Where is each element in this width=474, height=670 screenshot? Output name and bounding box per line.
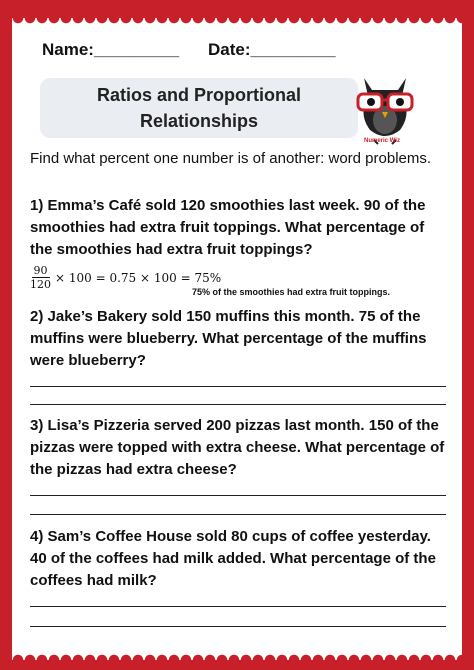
question-4 [30, 526, 448, 592]
answer-line[interactable] [30, 514, 446, 515]
instructions: Find what percent one number is of another: word problems. [30, 150, 432, 167]
title-box [40, 78, 358, 138]
date-field: Date:_________ [208, 40, 336, 59]
answer-line[interactable] [30, 404, 446, 405]
denominator: 120 [30, 278, 51, 291]
question-number: 3) [30, 417, 44, 434]
question-text: Sam’s Coffee House sold 80 cups of coffee yesterday. 40 of the coffees had milk added. What percentage of the coffees had milk? [30, 528, 436, 589]
title-line-1: Ratios and Proportional [96, 85, 301, 105]
question-number: 2) [30, 308, 44, 325]
answer-line[interactable] [30, 626, 446, 627]
question-text: Emma’s Café sold 120 smoothies last week. 90 of the smoothies had extra fruit toppings. What percentage of the smoothies had extra fruit toppings? [30, 197, 426, 258]
scalloped-border-top [12, 18, 462, 28]
question-1 [30, 195, 448, 261]
question-text: Lisa’s Pizzeria served 200 pizzas last month. 150 of the pizzas were topped with extra cheese. What percentage of the pizzas had extra cheese? [30, 417, 445, 478]
question-number: 1) [30, 197, 44, 214]
answer-text: 75% of the smoothies had extra fruit toppings. [192, 287, 391, 297]
fraction [30, 264, 51, 291]
expression: × 100 = 0.75 × 100 = 75% [55, 270, 222, 285]
question-text: Jake’s Bakery sold 150 muffins this month. 75 of the muffins were blueberry. What percentage of the muffins were blueberry? [30, 308, 427, 369]
answer-line[interactable] [30, 495, 446, 496]
brand-label: Numeric Wiz [364, 138, 400, 144]
question-2 [30, 306, 448, 372]
scalloped-border-bottom [12, 650, 462, 660]
title-line-2: Relationships [139, 111, 259, 131]
answer-line[interactable] [30, 606, 446, 607]
numerator: 90 [33, 264, 48, 277]
owl-with-glasses-icon [344, 68, 426, 148]
question-number: 4) [30, 528, 44, 545]
answer-line[interactable] [30, 386, 446, 387]
name-field: Name:_________ [42, 40, 180, 59]
question-3 [30, 415, 448, 481]
